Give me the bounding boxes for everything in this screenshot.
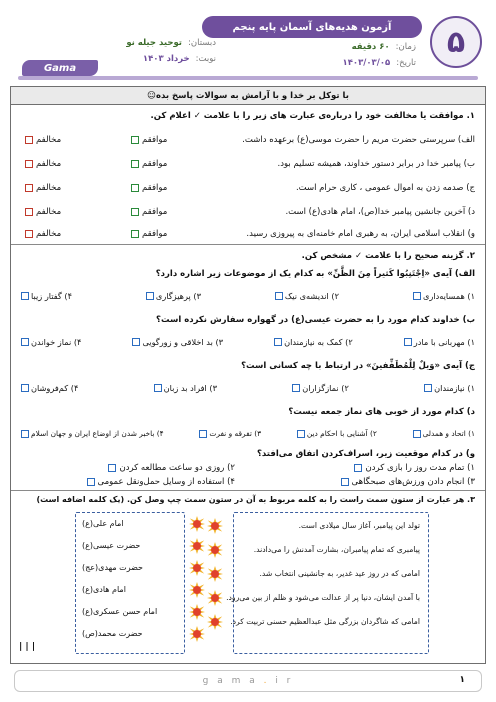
option-label: ۳) پرهیزگاری <box>155 291 201 301</box>
match-right-item: امامی که در روز عید غدیر، به جانشینی انتخاب شد. <box>259 569 420 578</box>
q1-e-agree[interactable] <box>131 229 167 239</box>
question-2 <box>11 245 485 491</box>
match-right-item: تولد این پیامبر، آغاز سال میلادی است. <box>298 521 420 530</box>
agree-label: موافقم <box>142 135 168 145</box>
match-left-item: امام علی(ع) <box>82 519 124 528</box>
option-label: ۲) اندیشه‌ی نیک <box>284 291 340 301</box>
option-label: ۱) تمام مدت روز را بازی کردن <box>365 463 475 473</box>
connect-point-icon[interactable] <box>207 542 223 558</box>
option-checkbox[interactable] <box>341 478 349 486</box>
time-label: زمان: <box>395 42 416 52</box>
option-label: ۴) نماز خواندن <box>31 337 82 347</box>
site-tld: i r <box>275 676 294 686</box>
option-checkbox[interactable] <box>21 384 29 392</box>
connect-point-icon[interactable] <box>189 560 205 576</box>
q2-c-question: ج) آیه‌ی «وَیلٌ لِلْمُطَفِّفینَ» در ارتباط با چه کسانی است؟ <box>241 361 475 371</box>
connect-point-icon[interactable] <box>189 538 205 554</box>
q2-a-options <box>21 291 475 301</box>
disagree-checkbox[interactable] <box>25 184 33 192</box>
date-label: تاریخ: <box>396 58 416 68</box>
q3-title: ۳. هر عبارت از ستون سمت راست را به کلمه مربوط به آن در ستون سمت چپ وصل کن. (یک کلمه اضافه است) <box>36 495 475 504</box>
option-checkbox[interactable] <box>199 430 207 438</box>
match-left-item: امام هادی(ع) <box>82 585 126 594</box>
agree-label: موافقم <box>142 207 168 217</box>
disagree-label: مخالفم <box>36 207 62 217</box>
option-checkbox[interactable] <box>354 464 362 472</box>
date-info <box>343 58 417 68</box>
agree-label: موافقم <box>142 183 168 193</box>
q2-a-option[interactable] <box>146 291 201 301</box>
exam-body <box>10 86 486 664</box>
option-checkbox[interactable] <box>413 292 421 300</box>
q1-a-disagree[interactable] <box>25 135 61 145</box>
q1-b-disagree[interactable] <box>25 159 61 169</box>
site-url[interactable] <box>15 676 481 686</box>
option-checkbox[interactable] <box>132 338 140 346</box>
agree-checkbox[interactable] <box>131 230 139 238</box>
exam-number-badge <box>430 16 482 68</box>
header-divider <box>18 76 478 80</box>
option-label: ۴) استفاده از وسایل حمل‌ونقل عمومی <box>97 477 235 487</box>
option-label: ۳) تفرقه و نفرت <box>209 429 262 438</box>
q2-e-option[interactable] <box>341 477 475 487</box>
term-value: خرداد ۱۴۰۳ <box>142 54 190 64</box>
match-right-column <box>226 512 429 654</box>
q2-d-option[interactable] <box>199 429 261 438</box>
q2-c-option[interactable] <box>292 383 349 393</box>
match-left-column <box>75 512 185 654</box>
school-info <box>126 38 216 48</box>
q1-c-disagree[interactable] <box>25 183 61 193</box>
intro-banner: با توکل بر خدا و با آرامش به سوالات پاسخ بده☺ <box>11 87 485 105</box>
exam-title: آزمون هدیه‌های آسمان پایه پنجم <box>202 16 422 38</box>
q2-e-question: و) در کدام موقعیت زیر، اسراف‌کردن اتفاق می‌افتد؟ <box>256 449 475 459</box>
connect-point-icon[interactable] <box>189 604 205 620</box>
connect-point-icon[interactable] <box>207 614 223 630</box>
time-info <box>352 42 416 52</box>
option-label: ۳) انجام دادن ورزش‌های صبحگاهی <box>351 477 475 487</box>
q2-a-question: الف) آیه‌ی «اِجْتَنِبُوا کَثیراً مِنَ الظَّنِّ» به کدام یک از موضوعات زیر اشاره دارد؟ <box>155 269 475 279</box>
option-label: ۲) روزی دو ساعت مطالعه کردن <box>119 463 235 473</box>
option-label: ۱) نیازمندان <box>434 383 475 393</box>
match-right-item: پیامبری که تمام پیامبران، بشارت آمدنش را می‌دادند. <box>253 545 420 554</box>
site-name: g a m a <box>202 676 258 686</box>
disagree-label: مخالفم <box>36 159 62 169</box>
match-right-item: امامی که شاگردان بزرگی مثل عبدالعظیم حسنی تربیت کرد. <box>230 617 420 626</box>
option-checkbox[interactable] <box>21 430 29 438</box>
option-checkbox[interactable] <box>297 430 305 438</box>
date-value: ۱۴۰۳/۰۳/۰۵ <box>342 58 391 68</box>
q2-b-option[interactable] <box>404 337 475 347</box>
agree-checkbox[interactable] <box>131 136 139 144</box>
q2-a-option[interactable] <box>275 291 339 301</box>
q2-e-option[interactable] <box>354 463 475 473</box>
exam-number: ۵ <box>446 24 466 60</box>
option-checkbox[interactable] <box>274 338 282 346</box>
q1-d-agree[interactable] <box>131 207 167 217</box>
q2-c-option[interactable] <box>424 383 475 393</box>
q2-e-option[interactable] <box>108 463 235 473</box>
gama-logo: Gama <box>22 60 98 76</box>
q1-c-agree[interactable] <box>131 183 167 193</box>
q1-item-a: الف) سرپرستی حضرت مریم را حضرت موسی(ع) برعهده داشت. <box>242 135 475 145</box>
disagree-checkbox[interactable] <box>25 230 33 238</box>
site-dot: . <box>257 676 276 686</box>
school-value: توحید جیله نو <box>126 38 182 48</box>
option-checkbox[interactable] <box>21 338 29 346</box>
q2-title: ۲. گزینه صحیح را با علامت ✓ مشخص کن. <box>301 251 475 261</box>
q2-c-option[interactable] <box>21 383 78 393</box>
option-checkbox[interactable] <box>404 338 412 346</box>
option-checkbox[interactable] <box>87 478 95 486</box>
q2-d-option[interactable] <box>413 429 475 438</box>
option-checkbox[interactable] <box>413 430 421 438</box>
connect-point-icon[interactable] <box>207 518 223 534</box>
option-label: ۱) مهربانی با مادر <box>413 337 475 347</box>
q1-a-agree[interactable] <box>131 135 167 145</box>
option-label: ۱) اتحاد و همدلی <box>422 429 475 438</box>
q1-e-disagree[interactable] <box>25 229 61 239</box>
option-label: ۱) همسایه‌داری <box>422 291 475 301</box>
q1-item-e: و) انقلاب اسلامی ایران، به رهبری امام خامنه‌ای به پیروزی رسید. <box>246 229 475 239</box>
agree-checkbox[interactable] <box>131 208 139 216</box>
disagree-label: مخالفم <box>36 183 62 193</box>
agree-label: موافقم <box>142 229 168 239</box>
q2-a-option[interactable] <box>21 291 72 301</box>
connect-point-icon[interactable] <box>207 566 223 582</box>
q1-title: ۱. موافقت یا مخالفت خود را درباره‌ی عبارت های زیر را با علامت ✓ اعلام کن. <box>150 111 475 121</box>
option-label: ۲) آشنایی با احکام دین <box>306 429 377 438</box>
option-label: ۴) کم‌فروشان <box>31 383 79 393</box>
connect-point-icon[interactable] <box>189 582 205 598</box>
score-marks: | | | <box>19 642 36 652</box>
match-left-item: حضرت مهدی(عج) <box>82 563 143 572</box>
page-number: ۱ <box>459 675 465 685</box>
q2-c-option[interactable] <box>154 383 217 393</box>
disagree-checkbox[interactable] <box>25 136 33 144</box>
option-label: ۳) افراد بد زبان <box>163 383 217 393</box>
school-label: دبستان: <box>188 38 216 48</box>
option-checkbox[interactable] <box>108 464 116 472</box>
q2-c-options <box>21 383 475 393</box>
q2-b-option[interactable] <box>274 337 353 347</box>
disagree-label: مخالفم <box>36 229 62 239</box>
option-label: ۳) بد اخلاقی و زورگویی <box>142 337 224 347</box>
q2-d-option[interactable] <box>297 429 377 438</box>
match-left-item: حضرت محمد(ص) <box>82 629 143 638</box>
q2-d-options <box>21 429 475 438</box>
q2-b-option[interactable] <box>132 337 223 347</box>
option-checkbox[interactable] <box>154 384 162 392</box>
match-right-item: با آمدن ایشان، دنیا پر از عدالت می‌شود و ظلم از بین می‌رود. <box>226 593 420 602</box>
option-checkbox[interactable] <box>292 384 300 392</box>
q1-item-d: د) آخرین جانشین پیامبر خدا(ص)، امام هادی(ع) است. <box>285 207 475 217</box>
disagree-checkbox[interactable] <box>25 208 33 216</box>
match-left-item: حضرت عیسی(ع) <box>82 541 141 550</box>
page-footer <box>14 670 482 692</box>
disagree-label: مخالفم <box>36 135 62 145</box>
agree-checkbox[interactable] <box>131 160 139 168</box>
q2-b-option[interactable] <box>21 337 81 347</box>
q2-e-option[interactable] <box>87 477 236 487</box>
option-checkbox[interactable] <box>21 292 29 300</box>
q1-b-agree[interactable] <box>131 159 167 169</box>
question-1 <box>11 105 485 245</box>
agree-label: موافقم <box>142 159 168 169</box>
q1-item-c: ج) صدمه زدن به اموال عمومی ، کاری حرام است. <box>295 183 475 193</box>
option-label: ۴) گفتار زیبا <box>31 291 72 301</box>
connect-point-icon[interactable] <box>207 590 223 606</box>
q2-d-question: د) کدام مورد از خوبی های نماز جمعه نیست؟ <box>288 407 475 417</box>
option-label: ۴) باخبر شدن از اوضاع ایران و جهان اسلام <box>31 429 164 438</box>
option-label: ۲) کمک به نیازمندان <box>284 337 353 347</box>
q2-b-options <box>21 337 475 347</box>
connect-point-icon[interactable] <box>189 516 205 532</box>
time-value: ۶۰ دقیقه <box>351 42 390 52</box>
q2-a-option[interactable] <box>413 291 475 301</box>
option-label: ۲) نمازگزاران <box>302 383 349 393</box>
q2-b-question: ب) خداوند کدام مورد را به حضرت عیسی(ع) در گهواره سفارش نکرده است؟ <box>156 315 475 325</box>
term-info <box>143 54 216 64</box>
term-label: نوبت: <box>195 54 216 64</box>
option-checkbox[interactable] <box>424 384 432 392</box>
q2-d-option[interactable] <box>21 429 164 438</box>
option-checkbox[interactable] <box>275 292 283 300</box>
disagree-checkbox[interactable] <box>25 160 33 168</box>
match-left-item: امام حسن عسکری(ع) <box>82 607 158 616</box>
option-checkbox[interactable] <box>146 292 154 300</box>
q1-d-disagree[interactable] <box>25 207 61 217</box>
q1-item-b: ب) پیامبر خدا در برابر دستور خداوند، همیشه تسلیم بود. <box>277 159 475 169</box>
agree-checkbox[interactable] <box>131 184 139 192</box>
connect-point-icon[interactable] <box>189 626 205 642</box>
